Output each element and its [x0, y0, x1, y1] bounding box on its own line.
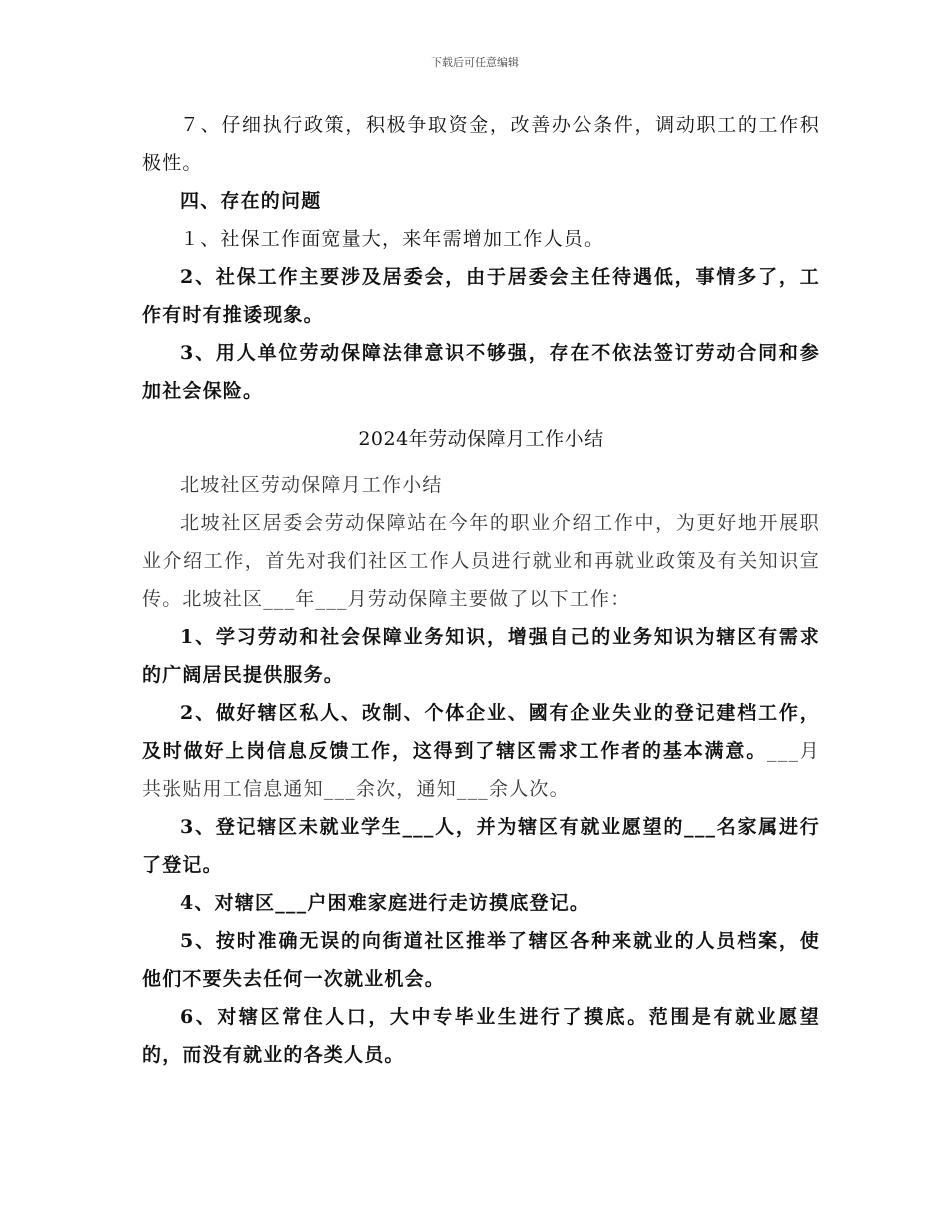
document-body [142, 106, 820, 1074]
work-item-3: 3、登记辖区未就业学生___人，并为辖区有就业愿望的___名家属进行了登记。 [142, 816, 820, 876]
work-item-5: 5、按时准确无误的向街道社区推举了辖区各种来就业的人员档案，使他们不要失去任何一次就业机会。 [142, 930, 820, 990]
work-item-2 [142, 694, 820, 808]
page-header: 下载后可任意编辑 [431, 56, 519, 69]
work-item-6: 6、对辖区常住人口，大中专毕业生进行了摸底。范围是有就业愿望的，而没有就业的各类人员。 [142, 1006, 820, 1066]
document-title: 2024年劳动保障月工作小结 [358, 428, 604, 450]
document-subtitle: 北坡社区劳动保障月工作小结 [180, 474, 443, 496]
section-heading-problems: 四、存在的问题 [180, 190, 322, 212]
work-item-1: 1、学习劳动和社会保障业务知识，增强自己的业务知识为辖区有需求的广阔居民提供服务。 [142, 626, 820, 686]
problem-item-1: １、社保工作面宽量大，来年需增加工作人员。 [180, 228, 605, 250]
problem-item-3: 3、用人单位劳动保障法律意识不够强，存在不依法签订劳动合同和参加社会保险。 [142, 342, 820, 402]
problem-item-2: 2、社保工作主要涉及居委会，由于居委会主任待遇低，事情多了，工作有时有推诿现象。 [142, 266, 820, 326]
work-item-4: 4、对辖区___户困难家庭进行走访摸底登记。 [180, 892, 591, 914]
intro-paragraph: 北坡社区居委会劳动保障站在今年的职业介绍工作中，为更好地开展职业介绍工作，首先对我们社区工作人员进行就业和再就业政策及有关知识宣传。北坡社区___年___月劳动保障主要做了以下工作： [142, 512, 820, 610]
paragraph-item-7: ７、仔细执行政策，积极争取资金，改善办公条件，调动职工的工作积极性。 [142, 114, 820, 174]
work-item-2-main: 2、做好辖区私人、改制、个体企业、國有企业失业的登记建档工作，及时做好上岗信息反馈工作，这得到了辖区需求工作者的基本满意。 [142, 702, 820, 762]
work-item-2-tail: ___月共张贴用工信息通知___余次，通知___余人次。 [142, 740, 820, 800]
